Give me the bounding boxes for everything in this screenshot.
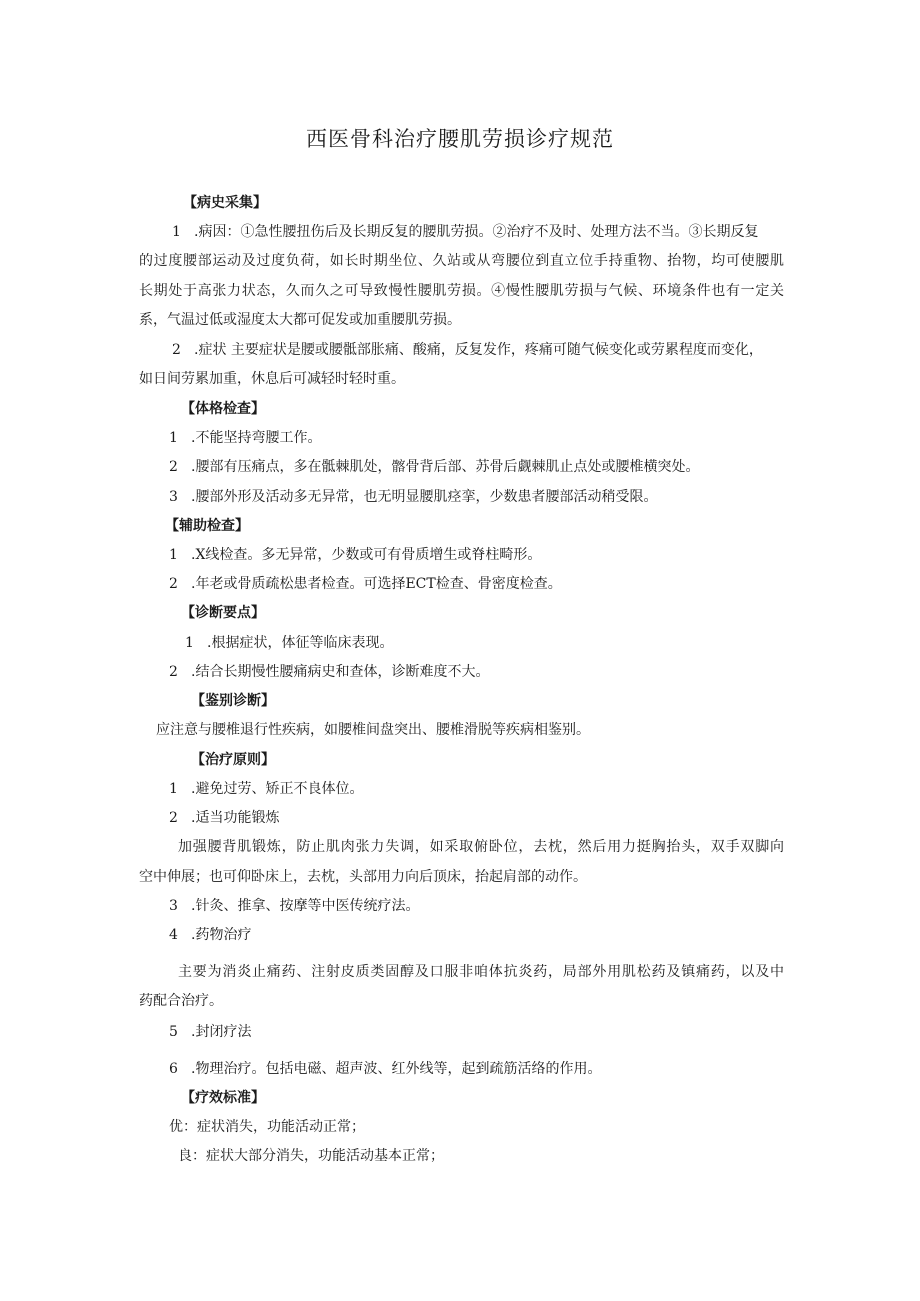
item-text: .避免过劳、矫正不良体位。 <box>191 781 364 797</box>
item-number: 1 <box>185 635 194 651</box>
item-number: 2 <box>169 810 178 826</box>
item-text: .年老或骨质疏松患者检查。可选择ECT检查、骨密度检查。 <box>191 576 562 592</box>
item-number: 1 <box>169 547 178 563</box>
item-text: .物理治疗。包括电磁、超声波、红外线等，起到疏筋活络的作用。 <box>191 1061 602 1077</box>
page-title: 西医骨科治疗腰肌劳损诊疗规范 <box>306 127 614 151</box>
item-text: .适当功能锻炼 <box>191 810 280 826</box>
history-item-2-line-1 <box>172 341 763 359</box>
history-item-1-line-1 <box>172 223 758 241</box>
item-number: 1 <box>169 430 178 446</box>
efficacy-item-good: 良：症状大部分消失，功能活动基本正常； <box>178 1148 444 1164</box>
history-item-2-line-2: 如日间劳累加重，休息后可减轻时轻时重。 <box>139 371 405 387</box>
differential-text: 应注意与腰椎退行性疾病，如腰椎间盘突出、腰椎滑脱等疾病相鉴别。 <box>156 722 590 738</box>
treatment-item-3 <box>169 897 419 915</box>
treatment-item-6 <box>169 1060 601 1078</box>
item-text: .结合长期慢性腰痛病史和查体，诊断难度不大。 <box>191 664 490 680</box>
section-heading-differential: 【鉴别诊断】 <box>191 693 275 709</box>
treatment-item-2-para-line-2: 空中伸展；也可仰卧床上，去枕，头部用力向后顶床，抬起肩部的动作。 <box>139 869 587 885</box>
treatment-item-4 <box>169 926 251 944</box>
item-number: 2 <box>169 664 178 680</box>
item-text: .药物治疗 <box>191 927 252 943</box>
item-number: 6 <box>169 1061 178 1077</box>
section-heading-physical: 【体格检查】 <box>181 401 265 417</box>
treatment-item-2 <box>169 809 279 827</box>
diagnosis-item-1 <box>185 634 393 652</box>
section-heading-history: 【病史采集】 <box>183 195 267 211</box>
diagnosis-item-2 <box>169 663 489 681</box>
item-number: 3 <box>169 898 178 914</box>
item-number: 1 <box>169 781 178 797</box>
item-text: .腰部外形及活动多无异常，也无明显腰肌痉挛，少数患者腰部活动稍受限。 <box>191 489 658 505</box>
history-item-1-line-2: 的过度腰部运动及过度负荷，如长时期坐位、久站或从弯腰位到直立位手持重物、抬物，均可使腰肌 <box>139 253 784 269</box>
item-text: .封闭疗法 <box>191 1024 252 1040</box>
item-number: 1 <box>172 224 181 240</box>
section-heading-treatment: 【治疗原则】 <box>191 752 275 768</box>
item-number: 5 <box>169 1024 178 1040</box>
item-text: .X线检查。多无异常，少数或可有骨质增生或脊柱畸形。 <box>191 547 542 563</box>
item-number: 2 <box>169 459 178 475</box>
history-item-1-line-3: 长期处于高张力状态，久而久之可导致慢性腰肌劳损。④慢性腰肌劳损与气候、环境条件也有一定关 <box>139 283 784 299</box>
auxiliary-item-1 <box>169 546 541 564</box>
item-text: .针灸、推拿、按摩等中医传统疗法。 <box>191 898 420 914</box>
section-heading-diagnosis: 【诊断要点】 <box>181 605 265 621</box>
physical-item-1 <box>169 429 321 447</box>
history-item-1-line-4: 系，气温过低或湿度太大都可促发或加重腰肌劳损。 <box>139 312 461 328</box>
item-text: .根据症状，体征等临床表现。 <box>207 635 394 651</box>
treatment-item-1 <box>169 780 363 798</box>
physical-item-2 <box>169 458 699 476</box>
treatment-item-5 <box>169 1023 251 1041</box>
treatment-item-4-para-line-1: 主要为消炎止痛药、注射皮质类固醇及口服非咱体抗炎药，局部外用肌松药及镇痛药，以及中 <box>178 964 784 980</box>
section-heading-auxiliary: 【辅助检查】 <box>165 518 249 534</box>
item-number: 3 <box>169 489 178 505</box>
section-heading-efficacy: 【疗效标准】 <box>181 1090 265 1106</box>
physical-item-3 <box>169 488 657 506</box>
item-text: .腰部有压痛点，多在骶棘肌处，髂骨背后部、苏骨后觑棘肌止点处或腰椎横突处。 <box>191 459 700 475</box>
item-text: .不能坚持弯腰工作。 <box>191 430 322 446</box>
treatment-item-2-para-line-1: 加强腰背肌锻炼，防止肌肉张力失调，如采取俯卧位，去枕，然后用力挺胸抬头，双手双脚向 <box>178 839 784 855</box>
treatment-item-4-para-line-2: 药配合治疗。 <box>139 993 223 1009</box>
auxiliary-item-2 <box>169 575 562 593</box>
efficacy-item-excellent: 优：症状消失，功能活动正常； <box>169 1119 365 1135</box>
item-number: 2 <box>172 342 181 358</box>
item-text: .症状 主要症状是腰或腰骶部胀痛、酸痛，反复发作，疼痛可随气候变化或劳累程度而变化， <box>194 342 763 358</box>
item-text: .病因：①急性腰扭伤后及长期反复的腰肌劳损。②治疗不及时、处理方法不当。③长期反复 <box>194 224 759 240</box>
item-number: 2 <box>169 576 178 592</box>
item-number: 4 <box>169 927 178 943</box>
